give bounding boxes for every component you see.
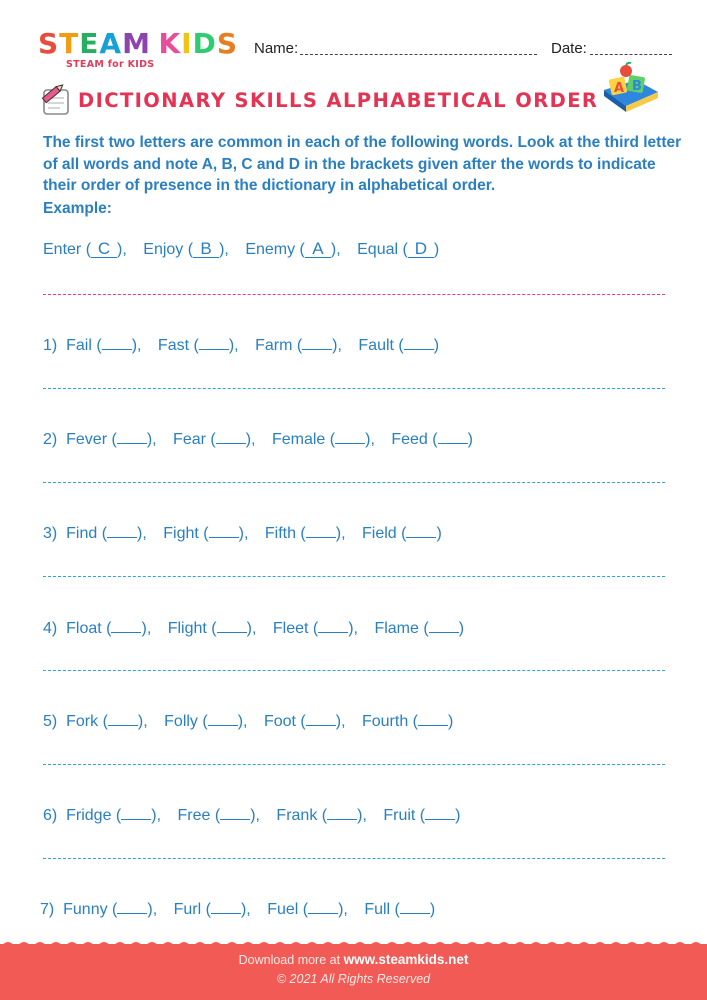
abc-book-icon	[596, 62, 664, 118]
row-separator	[43, 764, 665, 765]
answer-blank[interactable]	[211, 900, 241, 914]
answer-blank[interactable]	[404, 336, 434, 350]
answer-blank[interactable]	[306, 524, 336, 538]
footer-site-link[interactable]: www.steamkids.net	[343, 952, 469, 967]
row-separator	[43, 482, 665, 483]
answer-blank[interactable]	[107, 524, 137, 538]
question-row-3: 3) Find ( ), Fight ( ), Fifth ( ), Field ( )	[43, 525, 442, 542]
book-letter-b: B	[632, 79, 642, 94]
row-separator	[43, 670, 665, 671]
footer-copyright: © 2021 All Rights Reserved	[276, 972, 431, 986]
notepad-pencil-icon	[38, 82, 74, 118]
example-label: Example:	[43, 200, 112, 217]
logo-wordmark: S T E A M K I D S	[38, 27, 238, 60]
answer-blank[interactable]	[111, 619, 141, 633]
question-row-5: 5) Fork ( ), Folly ( ), Foot ( ), Fourth ( )	[43, 713, 454, 730]
answer-blank[interactable]	[220, 806, 250, 820]
footer-download-text: Download more at	[238, 953, 341, 967]
answer-blank[interactable]	[199, 336, 229, 350]
answer-blank[interactable]	[308, 900, 338, 914]
example-answer: B	[193, 241, 219, 258]
answer-blank[interactable]	[302, 336, 332, 350]
steam-kids-logo	[38, 27, 238, 72]
question-row-1: 1) Fail ( ), Fast ( ), Farm ( ), Fault ( )	[43, 337, 440, 354]
example-answer: D	[408, 241, 434, 258]
answer-blank[interactable]	[418, 712, 448, 726]
logo-tagline: STEAM for KIDS	[66, 59, 155, 70]
date-field[interactable]	[590, 54, 672, 55]
answer-blank[interactable]	[108, 712, 138, 726]
page-title: DICTIONARY SKILLS ALPHABETICAL ORDER	[78, 89, 599, 112]
answer-blank[interactable]	[438, 430, 468, 444]
book-letter-a: A	[614, 81, 625, 96]
answer-blank[interactable]	[429, 619, 459, 633]
answer-blank[interactable]	[335, 430, 365, 444]
answer-blank[interactable]	[121, 806, 151, 820]
example-row: Enter ( C ), Enjoy ( B ), Enemy ( A ), Equal ( D )	[43, 239, 440, 258]
answer-blank[interactable]	[117, 900, 147, 914]
question-row-2: 2) Fever ( ), Fear ( ), Female ( ), Feed ( )	[43, 431, 473, 448]
answer-blank[interactable]	[217, 619, 247, 633]
example-word: Enjoy	[143, 241, 184, 258]
answer-blank[interactable]	[425, 806, 455, 820]
row-separator	[43, 576, 665, 577]
answer-blank[interactable]	[209, 524, 239, 538]
question-row-7: 7) Funny ( ), Furl ( ), Fuel ( ), Full ( )	[40, 901, 436, 918]
instructions-text: The first two letters are common in each of the following words. Look at the third letter of all words and note A, B, C and D in the brackets given after the words to indicate their order of presence in the dictionary in alphabetical order.	[43, 134, 682, 194]
answer-blank[interactable]	[318, 619, 348, 633]
example-word: Enter	[43, 241, 82, 258]
example-answer: C	[91, 241, 117, 258]
row-separator	[43, 388, 665, 389]
answer-blank[interactable]	[400, 900, 430, 914]
example-word: Enemy	[245, 241, 296, 258]
question-row-6: 6) Fridge ( ), Free ( ), Frank ( ), Fruit ( )	[43, 807, 461, 824]
example-answer: A	[305, 241, 331, 258]
row-separator	[43, 858, 665, 859]
answer-blank[interactable]	[117, 430, 147, 444]
answer-blank[interactable]	[327, 806, 357, 820]
name-field[interactable]	[300, 54, 537, 55]
question-row-4: 4) Float ( ), Flight ( ), Fleet ( ), Flame ( )	[43, 620, 465, 637]
example-word: Equal	[357, 241, 399, 258]
name-label: Name:	[254, 40, 299, 57]
answer-blank[interactable]	[208, 712, 238, 726]
footer-download	[0, 952, 707, 967]
answer-blank[interactable]	[306, 712, 336, 726]
answer-blank[interactable]	[102, 336, 132, 350]
date-label: Date:	[551, 40, 587, 57]
answer-blank[interactable]	[216, 430, 246, 444]
answer-blank[interactable]	[406, 524, 436, 538]
example-separator	[43, 294, 665, 295]
